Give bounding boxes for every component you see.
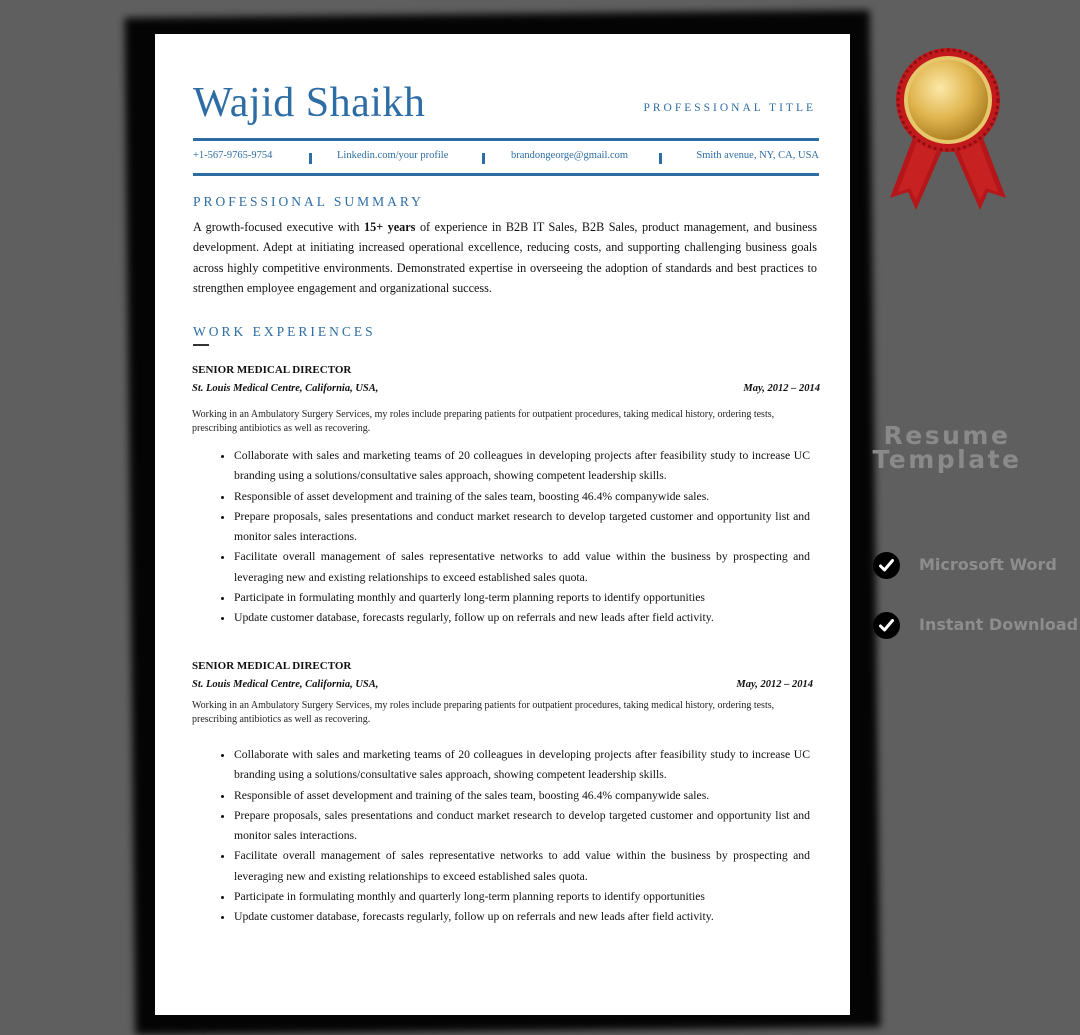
list-item: • Collaborate with sales and marketing teams of 20 colleagues in developing projects after feasibility study to increase UC branding using a solutions/consultative sales approach, showing competent leadership skills. [234, 446, 810, 487]
contact-email: brandongeorge@gmail.com [511, 150, 629, 161]
job-title: SENIOR MEDICAL DIRECTOR [192, 364, 352, 376]
job-bullets [192, 446, 810, 629]
resume-name: Wajid Shaikh [193, 80, 426, 126]
check-icon [873, 612, 900, 639]
job-description: Working in an Ambulatory Surgery Services, my roles include preparing patients for outpatient procedures, taking medical history, ordering tests, prescribing antibiotics as well as recovering. [192, 700, 775, 725]
contact-separator [482, 153, 485, 164]
check-icon [873, 552, 900, 579]
list-item: • Responsible of asset development and training of the sales team, boosting 46.4% companywide sales. [234, 487, 810, 507]
header-rule-bottom [193, 173, 819, 176]
professional-title: PROFESSIONAL TITLE [643, 102, 816, 114]
job-description: Working in an Ambulatory Surgery Services, my roles include preparing patients for outpatient procedures, taking medical history, ordering tests, prescribing antibiotics as well as recovering. [192, 409, 775, 434]
job-bullets [192, 745, 810, 928]
feature-label: Instant Download [919, 615, 1079, 634]
contact-phone: +1-567-9765-9754 [193, 150, 273, 161]
resume-page [155, 34, 850, 1015]
list-item: • Responsible of asset development and training of the sales team, boosting 46.4% companywide sales. [234, 786, 810, 806]
summary-heading: PROFESSIONAL SUMMARY [193, 194, 424, 209]
list-item: • Prepare proposals, sales presentations and conduct market research to develop targeted customer and opportunity list and monitor sales interactions. [234, 507, 810, 548]
job-company: St. Louis Medical Centre, California, USA, [192, 679, 379, 690]
heading-dash [193, 344, 209, 346]
list-item: • Update customer database, forecasts regularly, follow up on referrals and new leads after field activity. [234, 907, 810, 927]
list-item: • Facilitate overall management of sales representative networks to add value within the business by prospecting and leveraging new and existing relationships to exceed established sales quota. [234, 846, 810, 887]
promo-title: Resume Template [872, 421, 1022, 474]
header-rule-top [193, 138, 819, 141]
list-item: • Prepare proposals, sales presentations and conduct market research to develop targeted customer and opportunity list and monitor sales interactions. [234, 806, 810, 847]
contact-separator [309, 153, 312, 164]
list-item: • Participate in formulating monthly and quarterly long-term planning reports to identify opportunities [234, 588, 810, 608]
contact-separator [659, 153, 662, 164]
job-company: St. Louis Medical Centre, California, USA, [192, 383, 379, 394]
job-dates: May, 2012 – 2014 [743, 383, 820, 394]
job-dates: May, 2012 – 2014 [736, 679, 813, 690]
award-ribbon-icon [886, 48, 1010, 214]
list-item: • Participate in formulating monthly and quarterly long-term planning reports to identify opportunities [234, 887, 810, 907]
list-item: • Collaborate with sales and marketing teams of 20 colleagues in developing projects after feasibility study to increase UC branding using a solutions/consultative sales approach, showing competent leadership skills. [234, 745, 810, 786]
contact-linkedin: Linkedin.com/your profile [337, 150, 449, 161]
job-title: SENIOR MEDICAL DIRECTOR [192, 660, 352, 672]
contact-row [193, 150, 819, 168]
list-item: • Facilitate overall management of sales representative networks to add value within the business by prospecting and leveraging new and existing relationships to exceed established sales quota. [234, 547, 810, 588]
contact-address: Smith avenue, NY, CA, USA [696, 150, 819, 161]
experience-heading: WORK EXPERIENCES [193, 324, 376, 339]
list-item: • Update customer database, forecasts regularly, follow up on referrals and new leads after field activity. [234, 608, 810, 628]
feature-label: Microsoft Word [919, 555, 1057, 574]
summary-text: A growth-focused executive with 15+ years of experience in B2B IT Sales, B2B Sales, product management, and business development. Adept at initiating increased operational excellence, reducing costs, and supporting challenging business goals across highly competitive environments. Demonstrated expertise in overseeing the adoption of standards and best practices to strengthen employee engagement and organizational success. [193, 220, 817, 295]
